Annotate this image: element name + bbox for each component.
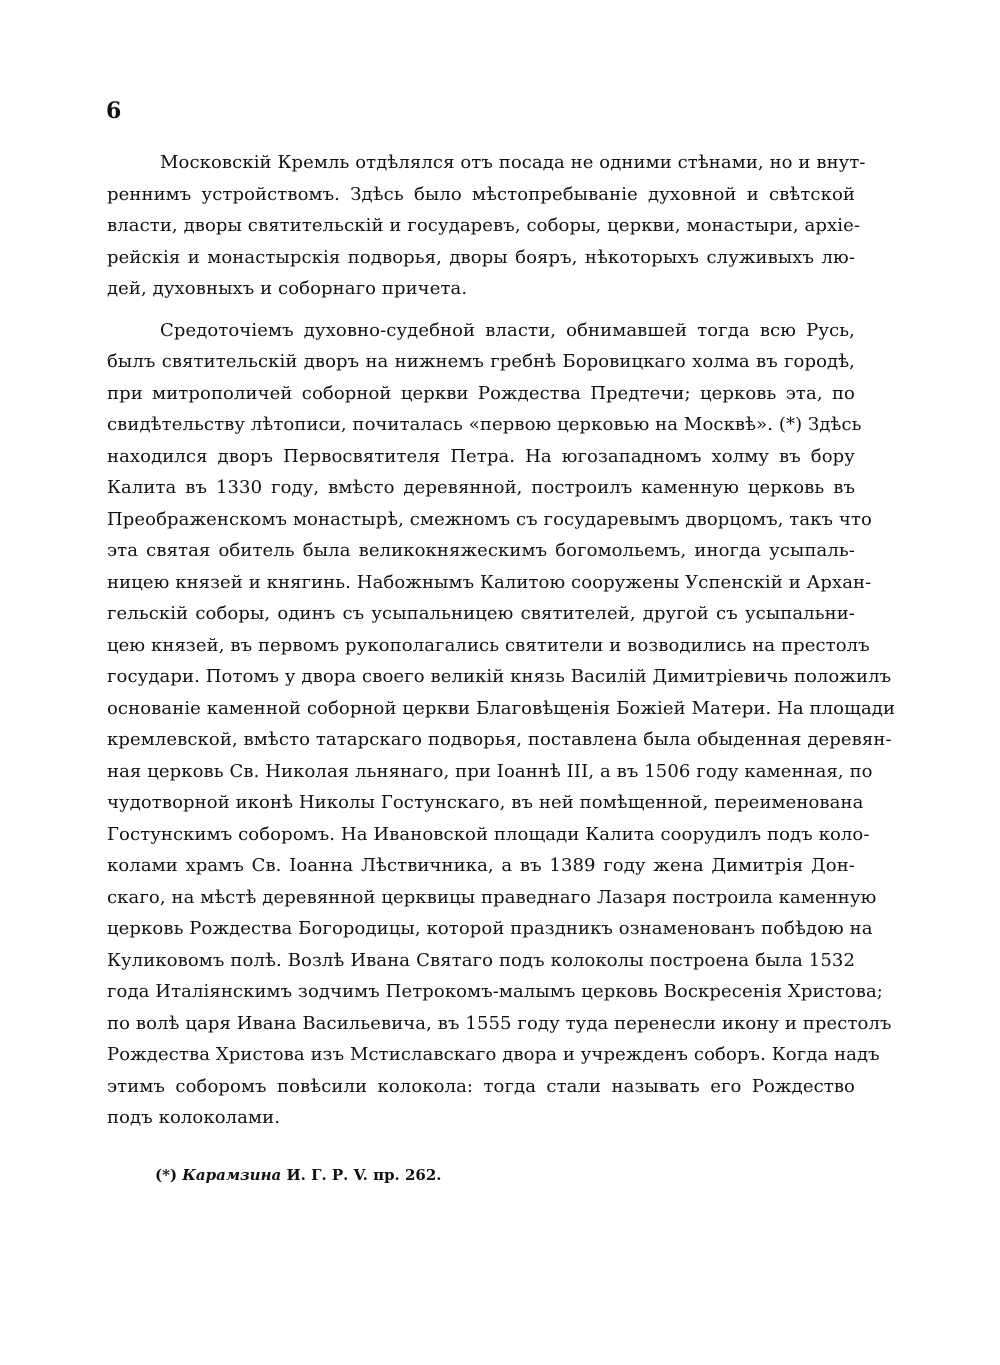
text-line: колами храмъ Св. Іоанна Лѣствичника, а въ 1389 году жена Димитрія Дон- — [107, 855, 855, 876]
text-line: реннимъ устройствомъ. Здѣсь было мѣстопребываніе духовной и свѣтской — [107, 183, 855, 205]
text-line: былъ святительскій дворъ на нижнемъ гребнѣ Боровицкаго холма въ городѣ, — [107, 351, 855, 372]
text-line: подъ колоколами. — [107, 1107, 281, 1128]
text-line: церковь Рождества Богородицы, которой праздникъ ознаменованъ побѣдою на — [107, 918, 873, 939]
page-number: 6 — [106, 98, 122, 124]
text-line: Средоточіемъ духовно-судебной власти, обнимавшей тогда всю Русь, — [160, 319, 855, 341]
text-line: Калита въ 1330 году, вмѣсто деревянной, построилъ каменную церковь въ — [107, 477, 855, 498]
text-line: свидѣтельству лѣтописи, почиталась «первою церковью на Москвѣ». (*) Здѣсь — [107, 414, 862, 435]
text-line: при митрополичей соборной церкви Рождества Предтечи; церковь эта, по — [107, 382, 855, 404]
text-line: рейскія и монастырскія подворья, дворы бояръ, нѣкоторыхъ служивыхъ лю- — [107, 246, 855, 268]
text-line: Преображенскомъ монастырѣ, смежномъ съ государевымъ дворцомъ, такъ что — [107, 508, 872, 530]
paragraph-1 — [107, 147, 866, 305]
text-line: Гостунскимъ соборомъ. На Ивановской площади Калита соорудилъ подъ коло- — [107, 823, 870, 845]
text-line: находился дворъ Первосвятителя Петра. На югозападномъ холму въ бору — [107, 445, 855, 467]
text-line: Рождества Христова изъ Мстиславскаго двора и учрежденъ соборъ. Когда надъ — [107, 1044, 880, 1065]
footnote — [155, 1166, 442, 1184]
text-line: дей, духовныхъ и соборнаго причета. — [107, 278, 468, 299]
text-line: по волѣ царя Ивана Васильевича, въ 1555 году туда перенесли икону и престолъ — [107, 1012, 892, 1034]
text-line: кремлевской, вмѣсто татарскаго подворья, поставлена была обыденная деревян- — [107, 729, 892, 750]
text-line: основаніе каменной соборной церкви Благовѣщенія Божіей Матери. На площади — [107, 697, 896, 719]
paragraph-2 — [107, 315, 896, 1134]
text-line: цею князей, въ первомъ рукополагались святители и возводились на престолъ — [107, 634, 870, 656]
body-text — [107, 147, 896, 1134]
text-line: Московскій Кремль отдѣлялся отъ посада не одними стѣнами, но и внут- — [160, 152, 866, 173]
text-line: гельскій соборы, одинъ съ усыпальницею святителей, другой съ усыпальни- — [107, 603, 855, 624]
footnote-marker: (*) — [155, 1166, 178, 1184]
text-line: ницею князей и княгинь. Набожнымъ Калитою сооружены Успенскій и Архан- — [107, 571, 872, 593]
text-line: Куликовомъ полѣ. Возлѣ Ивана Святаго подъ колоколы построена была 1532 — [107, 949, 855, 971]
text-line: этимъ соборомъ повѣсили колокола: тогда стали называть его Рождество — [107, 1075, 855, 1097]
text-line: ная церковь Св. Николая льнянаго, при Іоаннѣ III, а въ 1506 году каменная, по — [107, 760, 873, 782]
text-line: года Италіянскимъ зодчимъ Петрокомъ-малымъ церковь Воскресенія Христова; — [107, 981, 883, 1002]
footnote-author: Карамзина — [182, 1166, 282, 1184]
footnote-reference: И. Г. Р. V. пр. 262. — [286, 1166, 442, 1184]
text-line: эта святая обитель была великокняжескимъ богомольемъ, иногда усыпаль- — [107, 540, 855, 561]
text-line: государи. Потомъ у двора своего великій князь Василій Димитріевичь положилъ — [107, 666, 892, 687]
text-line: чудотворной иконѣ Николы Гостунскаго, въ ней помѣщенной, переименована — [107, 792, 864, 813]
text-line: власти, дворы святительскій и государевъ, соборы, церкви, монастыри, архіе- — [107, 215, 861, 236]
text-line: скаго, на мѣстѣ деревянной церквицы праведнаго Лазаря построила каменную — [107, 886, 877, 908]
